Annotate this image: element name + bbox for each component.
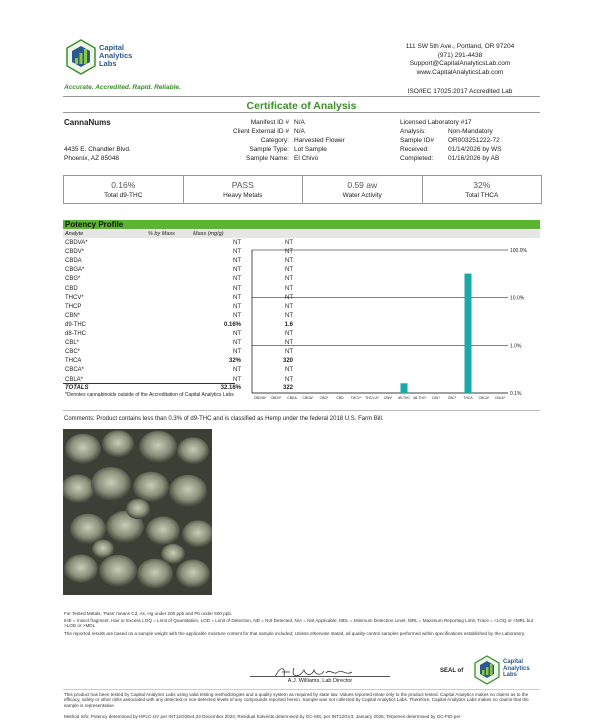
mass-mg-g: 1.6 (284, 321, 293, 328)
sample-meta-row (195, 128, 415, 136)
analyte-name: THCP (65, 303, 82, 310)
meta-value: 01/14/2026 by WS (448, 146, 502, 153)
potency-row (63, 312, 293, 321)
mass-mg-g: NT (285, 249, 293, 256)
photo-texture (137, 559, 173, 590)
percent-by-mass: NT (233, 331, 241, 337)
mass-mg-g: NT (285, 240, 293, 246)
potency-row (63, 366, 293, 375)
divider (63, 112, 540, 113)
analyte-name: CBLA* (65, 376, 84, 383)
sample-meta-row (195, 146, 415, 154)
photo-texture (176, 560, 210, 589)
seal-line: Capital (503, 659, 524, 665)
chart-x-tick-label: THCV-A* (365, 396, 379, 400)
percent-by-mass: NT (233, 276, 241, 283)
potency-row (63, 339, 293, 348)
sample-photo (63, 429, 212, 595)
lab-meta-row (400, 128, 550, 136)
lab-meta-row (400, 137, 550, 145)
meta-value: OR003251222-72 (448, 137, 500, 144)
chart-x-tick-label: CBN* (383, 396, 393, 400)
summary-value: 0.59 aw (347, 180, 378, 190)
photo-texture (65, 434, 101, 465)
comments: Comments: Product contains less than 0.3% of d9-THC and is classified as Hemp under the federal 2018 U.S. Farm Bill. (64, 416, 384, 422)
potency-row (63, 348, 293, 357)
iso-accreditation: ISO/IEC 17025:2017 Accredited Lab (407, 88, 513, 95)
lab-phone: (971) 291-4438 (437, 51, 483, 59)
chart-x-tick-label: THCV* (350, 396, 362, 400)
chart-y-tick-label: 1.0% (510, 343, 522, 350)
analyte-name: THCA (65, 358, 82, 365)
chart-x-tick-label: THCA (463, 396, 473, 400)
mass-mg-g: NT (285, 294, 293, 301)
meta-value: Non-Mandatory (448, 128, 493, 135)
col-analyte: Analyte (65, 231, 84, 237)
meta-key: Manifest ID # (250, 119, 289, 126)
percent-by-mass: NT (233, 294, 241, 301)
percent-by-mass: NT (233, 349, 241, 356)
method-info: Method Info: Potency determined by HPLC-UV per INT12G06v4.23 December 2024; Residual Solvents determined by GC-MS, per INT12GV3, January 2025; Terpenes determined by GC-FID per (64, 714, 461, 719)
lab-meta-row (400, 146, 550, 154)
divider (63, 410, 540, 411)
logo-line: Analytics (99, 51, 133, 60)
photo-texture (169, 475, 207, 507)
meta-key: Analysis: (400, 128, 427, 135)
mass-mg-g: NT (285, 376, 293, 383)
lab-license: Licensed Laboratory #17 (400, 119, 472, 126)
potency-row (63, 266, 293, 275)
chart-bar (401, 383, 408, 393)
divider (63, 689, 540, 690)
mass-mg-g: NT (285, 349, 293, 356)
meta-key: Sample Type: (249, 146, 289, 153)
photo-texture (102, 430, 134, 457)
signatory: A.J. Williams, Lab Director (287, 678, 353, 684)
mass-mg-g: NT (285, 258, 293, 265)
photo-texture (99, 555, 137, 587)
chart-x-tick-label: CBGA* (302, 396, 314, 400)
analyte-name: CBDVA* (65, 240, 88, 246)
summary-box-total-d9-thc (64, 176, 184, 203)
abbreviations-note: IHE = Insect fragment, Hair or Excess LOQ = Limit of Quantitation, LOD = Limit of Detection, ND = Not Detected, N/A = Not Applicable, MDL = Minimum Detection Level, MRL = Maximum Reporting Limit, Trace = <LOQ or <MRL but >LOD or >MDL (64, 618, 534, 629)
sample-meta-row (195, 155, 415, 163)
percent-by-mass: NT (233, 312, 241, 319)
sample-meta-row (195, 137, 415, 145)
percent-by-mass: NT (233, 303, 241, 310)
percent-by-mass: NT (233, 258, 241, 265)
mass-mg-g: NT (285, 331, 293, 337)
photo-texture (64, 555, 98, 584)
summary-label: Water Activity (342, 192, 382, 199)
seal-line: Analytics (503, 665, 530, 672)
potency-row (63, 321, 293, 330)
lab-address (380, 43, 540, 77)
col-mass: Mass (mg/g) (193, 231, 224, 237)
seal-label: SEAL of (440, 668, 464, 674)
client-address-line: 4435 E. Chandler Blvd. (64, 146, 131, 153)
totals-mass: 322 (282, 385, 293, 391)
logo-line: Capital (99, 43, 125, 52)
chart-x-tick-label: CBDVA* (253, 396, 267, 400)
analyte-name: CBCA* (65, 367, 85, 374)
percent-by-mass: NT (233, 285, 241, 292)
percent-by-mass: NT (233, 340, 241, 347)
photo-texture (161, 544, 185, 564)
potency-chart (248, 238, 540, 408)
potency-row (63, 294, 293, 303)
analyte-name: d8-THC (65, 331, 87, 337)
mass-mg-g: NT (285, 340, 293, 347)
potency-row (63, 303, 293, 312)
meta-value: Harvested Flower (294, 137, 345, 144)
chart-bar (465, 274, 472, 393)
analyte-name: CBL* (65, 340, 80, 347)
analyte-name: THCV* (65, 294, 84, 301)
potency-row (63, 257, 293, 266)
summary-label: Total d9-THC (104, 192, 143, 199)
summary-value: 0.16% (111, 180, 136, 190)
analyte-name: CBGA* (65, 267, 85, 274)
mass-mg-g: NT (285, 285, 293, 292)
meta-value: 01/16/2026 by AB (448, 155, 500, 162)
summary-value: PASS (231, 180, 254, 190)
photo-texture (126, 499, 150, 519)
lab-meta-row (400, 155, 550, 163)
signature-line (250, 676, 390, 677)
chart-x-tick-label: CBG* (319, 396, 329, 400)
sample-meta-row (195, 119, 415, 127)
percent-by-mass: NT (233, 376, 241, 383)
analyte-name: CBDA (65, 258, 82, 265)
tagline: Accurate. Accredited. Rapid. Reliable. (64, 84, 181, 91)
photo-texture (92, 540, 114, 559)
mass-mg-g: 320 (282, 358, 293, 365)
potency-heading: Potency Profile (63, 220, 540, 229)
lab-website-link[interactable]: www.CapitalAnalyticsLab.com (416, 68, 504, 76)
chart-y-tick-label: 100.0% (510, 248, 527, 254)
seal-logo-text (503, 659, 530, 679)
meta-key: Category: (260, 137, 289, 144)
potency-row (63, 248, 293, 257)
analyte-name: d9-THC (65, 321, 87, 328)
percent-by-mass: NT (233, 240, 241, 246)
logo-line: Labs (99, 59, 117, 68)
results-summary (63, 175, 542, 204)
mass-mg-g: NT (285, 303, 293, 310)
meta-key: Client External ID # (233, 128, 289, 135)
analyte-name: CBC* (65, 349, 81, 356)
chart-x-tick-label: CBDV* (270, 396, 282, 400)
analyte-name: CBN* (65, 312, 81, 319)
summary-label: Total THCA (465, 192, 499, 199)
percent-by-mass: 32% (228, 358, 241, 365)
potency-row (63, 330, 293, 339)
col-percent: % by Mass (148, 231, 175, 237)
disclaimer: This product has been tested by Capital Analytics Labs using valid testing methodologies and a quality system as required by state law. Values reported relate only to the product tested. Capital Analytics makes no claims as to the efficacy, safety or other risks associated with any detected or non-detected levels of any compounds reported herein. Sample was not collected by Capital Analytics Labs. Therefore, Capital Analytics Labs makes no claims that the sample is representative. (64, 692, 529, 708)
lab-street: 111 SW 5th Ave., Portland, OR 97204 (405, 43, 515, 50)
divider (63, 96, 540, 97)
seal-line: Labs (503, 672, 518, 679)
chart-y-tick-label: 10.0% (510, 295, 525, 302)
lab-email-link[interactable]: Support@CapitalAnalyticsLab.com (409, 60, 511, 68)
results-note: The reported results are based on a sample weight with the applicable moisture content for that sample included; Unless otherwise stated, all quality control samples performed within specifications established by the Laboratory. (64, 631, 526, 636)
potency-row (63, 239, 293, 248)
potency-row (63, 285, 293, 294)
meta-key: Sample ID# (400, 137, 434, 144)
percent-by-mass: NT (233, 249, 241, 256)
percent-by-mass: NT (233, 367, 241, 374)
totals-percent: 32.16% (220, 385, 241, 391)
analyte-name: CBDV* (65, 249, 85, 256)
mass-mg-g: NT (285, 367, 293, 374)
meta-value: Lot Sample (294, 146, 327, 153)
analyte-name: CBD (65, 285, 78, 292)
potency-column-headers (63, 230, 540, 238)
mass-mg-g: NT (285, 276, 293, 283)
summary-box-water-activity (303, 176, 423, 203)
photo-texture (91, 467, 131, 501)
photo-texture (70, 514, 106, 545)
summary-value: 32% (473, 180, 491, 190)
meta-key: Sample Name: (246, 155, 289, 162)
chart-x-tick-label: CBL* (432, 396, 440, 400)
chart-x-tick-label: CBCA* (478, 396, 490, 400)
lab-logo-text (99, 44, 132, 68)
chart-x-tick-label: CBD (336, 396, 344, 400)
page-title: Certificate of Analysis (246, 100, 357, 112)
photo-texture (133, 472, 169, 503)
mass-mg-g: NT (285, 312, 293, 319)
meta-value: El Chivo (294, 155, 319, 162)
photo-texture (177, 437, 209, 464)
potency-footnote: *Denotes cannabinoids outside of the Accreditation of Capital Analytics Labs (65, 392, 234, 398)
potency-row (63, 275, 293, 284)
potency-row (63, 357, 293, 366)
summary-label: Heavy Metals (223, 192, 263, 199)
chart-x-tick-label: CBDA (287, 396, 297, 400)
chart-y-tick-label: 0.1% (510, 391, 522, 397)
percent-by-mass: NT (233, 267, 241, 274)
meta-key: Received: (400, 146, 429, 153)
totals-label: TOTALS (65, 385, 89, 391)
meta-value: N/A (294, 128, 305, 135)
percent-by-mass: 0.16% (223, 321, 241, 328)
chart-x-tick-label: d9-THC (398, 396, 410, 400)
photo-texture (146, 517, 180, 546)
analyte-name: CBG* (65, 276, 81, 283)
photo-texture (139, 431, 177, 463)
summary-box-total-thca (423, 176, 542, 203)
client-name: CannaNums (64, 118, 111, 127)
client-address-line: Phoenix, AZ 85048 (64, 155, 119, 162)
chart-x-tick-label: CBC* (447, 396, 457, 400)
summary-box-heavy-metals (184, 176, 304, 203)
mass-mg-g: NT (285, 267, 293, 274)
chart-x-tick-label: d8-THC* (413, 396, 427, 400)
meta-value: N/A (294, 119, 305, 126)
chart-x-tick-label: CBLA* (494, 396, 506, 400)
meta-key: Completed: (400, 155, 434, 162)
metals-note: For Tested Metals, 'Pass' means Cd, As, Hg under 200 ppb and Pb under 500 ppb. (64, 611, 233, 616)
